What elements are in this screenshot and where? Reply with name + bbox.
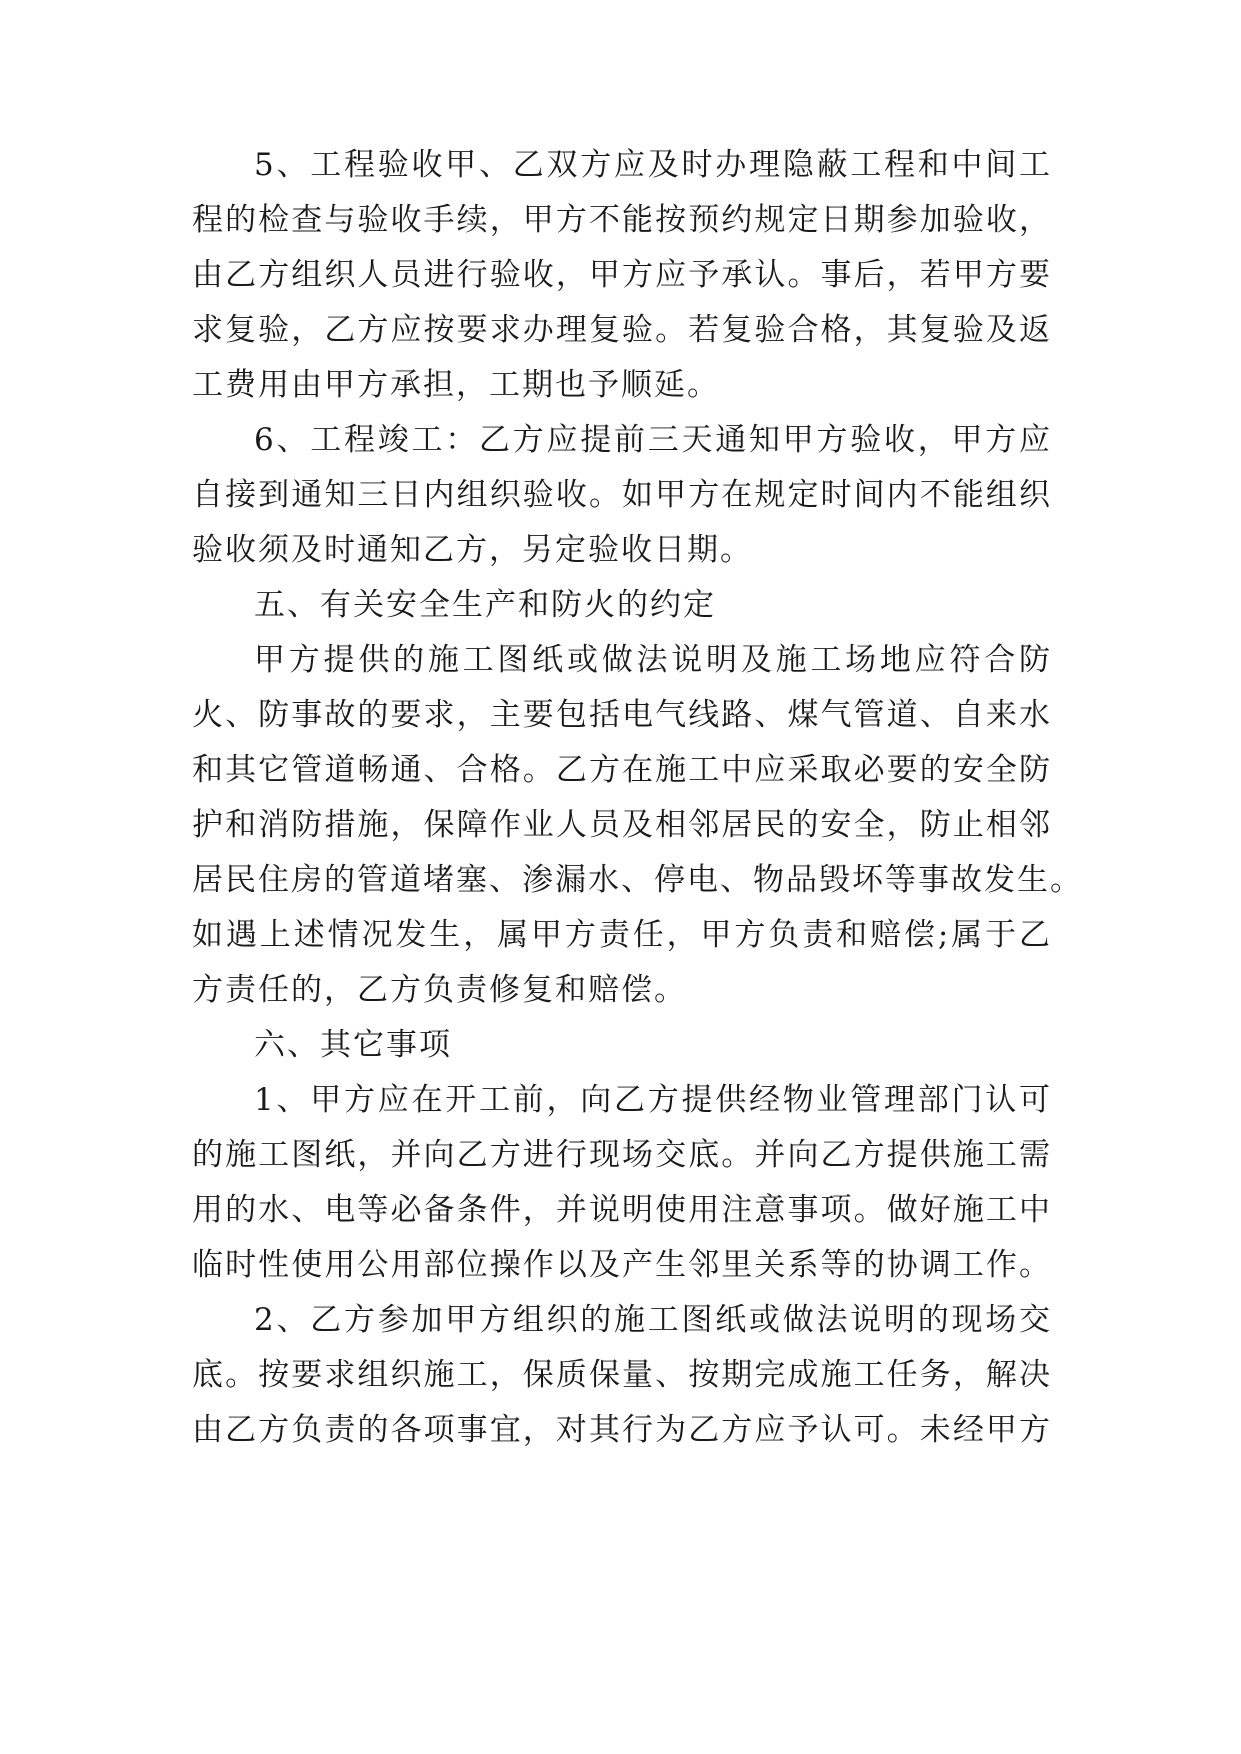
paragraph-line: 工费用由甲方承担，工期也予顺延。	[192, 367, 720, 403]
paragraph-line: 底。按要求组织施工，保质保量、按期完成施工任务，解决	[192, 1357, 1052, 1393]
paragraph-line: 和其它管道畅通、合格。乙方在施工中应采取必要的安全防	[192, 752, 1052, 788]
paragraph-line: 方责任的，乙方负责修复和赔偿。	[192, 972, 687, 1008]
paragraph-line: 1、甲方应在开工前，向乙方提供经物业管理部门认可	[254, 1082, 1052, 1118]
paragraph-line: 由乙方组织人员进行验收，甲方应予承认。事后，若甲方要	[192, 257, 1052, 293]
paragraph-line: 5、工程验收甲、乙双方应及时办理隐蔽工程和中间工	[254, 147, 1052, 183]
paragraph-line: 程的检查与验收手续，甲方不能按预约规定日期参加验收，	[192, 202, 1052, 238]
paragraph-line: 火、防事故的要求，主要包括电气线路、煤气管道、自来水	[192, 697, 1052, 733]
paragraph-line: 自接到通知三日内组织验收。如甲方在规定时间内不能组织	[192, 477, 1052, 513]
paragraph-line: 临时性使用公用部位操作以及产生邻里关系等的协调工作。	[192, 1247, 1052, 1283]
paragraph-line: 用的水、电等必备条件，并说明使用注意事项。做好施工中	[192, 1192, 1052, 1228]
paragraph-line: 的施工图纸，并向乙方进行现场交底。并向乙方提供施工需	[192, 1137, 1052, 1173]
paragraph-line: 护和消防措施，保障作业人员及相邻居民的安全，防止相邻	[192, 807, 1052, 843]
paragraph-line: 6、工程竣工：乙方应提前三天通知甲方验收，甲方应	[254, 422, 1052, 458]
paragraph-line: 如遇上述情况发生，属甲方责任，甲方负责和赔偿;属于乙	[192, 917, 1052, 953]
section-heading: 五、有关安全生产和防火的约定	[254, 587, 716, 623]
paragraph-line: 居民住房的管道堵塞、渗漏水、停电、物品毁坏等事故发生。	[192, 862, 1083, 898]
paragraph-line: 甲方提供的施工图纸或做法说明及施工场地应符合防	[254, 642, 1052, 678]
paragraph-line: 求复验，乙方应按要求办理复验。若复验合格，其复验及返	[192, 312, 1052, 348]
paragraph-line: 验收须及时通知乙方，另定验收日期。	[192, 532, 753, 568]
section-heading: 六、其它事项	[254, 1027, 452, 1063]
paragraph-line: 2、乙方参加甲方组织的施工图纸或做法说明的现场交	[254, 1302, 1052, 1338]
paragraph-line: 由乙方负责的各项事宜，对其行为乙方应予认可。未经甲方	[192, 1412, 1052, 1448]
